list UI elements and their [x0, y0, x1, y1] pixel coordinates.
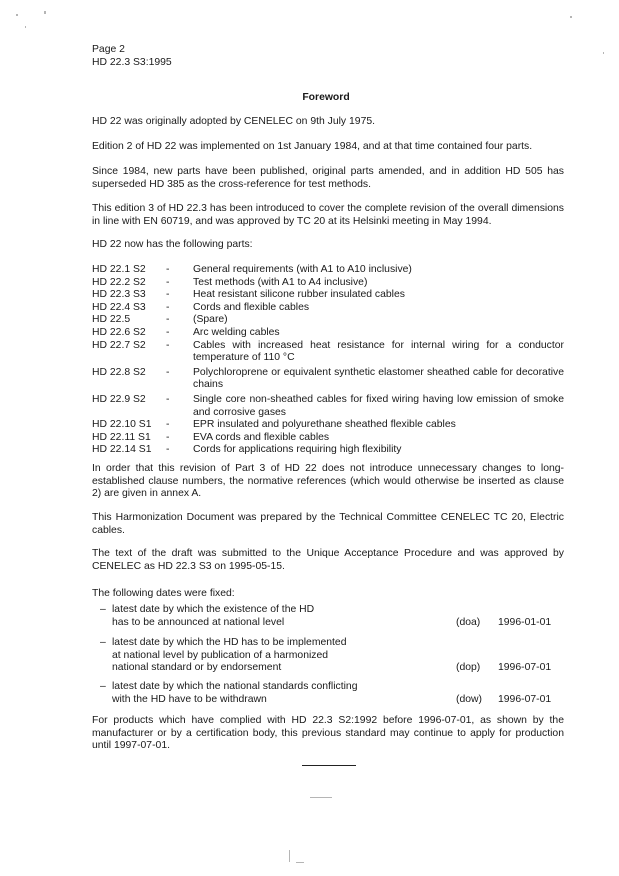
part-description: Single core non-sheathed cables for fixed wiring having low emission of smoke and corrosive gases [193, 393, 564, 418]
part-row [92, 289, 564, 302]
part-row [92, 444, 564, 457]
part-dash: - [166, 264, 170, 275]
parts-list [92, 264, 564, 457]
part-row [92, 277, 564, 290]
date-description-line: latest date by which the national standards conflicting [112, 681, 358, 692]
foreword-title: Foreword [302, 92, 350, 103]
part-dash: - [166, 444, 170, 456]
part-code: HD 22.8 S2 [92, 366, 146, 378]
scan-speck [289, 850, 290, 862]
part-description: Arc welding cables [193, 326, 280, 338]
paragraph-dates-intro: The following dates were fixed: [92, 588, 235, 599]
part-description: EVA cords and flexible cables [193, 431, 330, 443]
part-dash: - [166, 339, 170, 351]
scan-speck [44, 11, 46, 14]
scan-speck [296, 862, 304, 863]
part-dash: - [166, 431, 170, 443]
date-bullet: – [100, 604, 106, 615]
part-description: Cables with increased heat resistance for internal wiring for a conductor temperature of 110 °C [193, 339, 564, 364]
part-description: EPR insulated and polyurethane sheathed flexible cables [193, 419, 456, 431]
part-dash: - [166, 289, 170, 301]
date-value: 1996-01-01 [498, 616, 552, 628]
scan-speck [16, 14, 18, 16]
paragraph-edition-3: This edition 3 of HD 22.3 has been introduced to cover the complete revision of the overall dimensions in line with EN 60719, and was approved by TC 20 at its Helsinki meeting in May 1994. [92, 203, 564, 227]
date-description [112, 681, 456, 706]
paragraph-new-parts: Since 1984, new parts have been published, original parts amended, and in addition HD 505 has superseded HD 385 as the cross-reference for test methods. [92, 166, 564, 190]
date-code: (dop) [456, 662, 481, 674]
part-code: HD 22.11 S1 [92, 431, 151, 443]
scan-speck [25, 26, 26, 28]
date-row-dop [100, 637, 564, 675]
part-code: HD 22.14 S1 [92, 444, 152, 456]
date-code: (dow) [456, 693, 482, 705]
part-code: HD 22.7 S2 [92, 339, 146, 351]
date-description-line: has to be announced at national level [112, 616, 285, 628]
part-row [92, 340, 564, 365]
part-row [92, 327, 564, 340]
date-description-line: at national level by publication of a harmonized [112, 649, 329, 661]
part-dash: - [166, 326, 170, 338]
part-code: HD 22.1 S2 [92, 264, 146, 275]
part-code: HD 22.10 S1 [92, 419, 152, 431]
part-description: Cords for applications requiring high flexibility [193, 444, 402, 456]
date-description [112, 604, 456, 629]
part-row [92, 264, 564, 277]
part-row [92, 432, 564, 445]
page-header [92, 44, 172, 69]
part-row [92, 367, 564, 392]
paragraph-approval: The text of the draft was submitted to the Unique Acceptance Procedure and was approved by CENELEC as HD 22.3 S3 on 1995-05-15. [92, 548, 564, 572]
date-code: (doa) [456, 616, 481, 628]
part-code: HD 22.2 S2 [92, 276, 146, 288]
scan-speck [310, 797, 332, 798]
date-bullet: – [100, 637, 106, 648]
date-bullet: – [100, 681, 106, 692]
date-row-dow [100, 681, 564, 706]
part-dash: - [166, 366, 170, 378]
part-code: HD 22.6 S2 [92, 326, 146, 338]
part-dash: - [166, 301, 170, 313]
part-code: HD 22.4 S3 [92, 301, 146, 313]
paragraph-edition-2: Edition 2 of HD 22 was implemented on 1st January 1984, and at that time contained four parts. [92, 141, 533, 152]
part-dash: - [166, 419, 170, 431]
scan-speck [570, 16, 572, 18]
closing-rule [302, 765, 356, 766]
part-dash: - [166, 276, 170, 288]
date-description-line: latest date by which the HD has to be implemented [112, 637, 347, 648]
part-row [92, 419, 564, 432]
part-dash: - [166, 314, 170, 326]
paragraph-original-adoption: HD 22 was originally adopted by CENELEC on 9th July 1975. [92, 116, 376, 127]
part-row [92, 314, 564, 327]
date-value: 1996-07-01 [498, 693, 552, 705]
date-description-line: national standard or by endorsement [112, 662, 282, 674]
paragraph-transition: For products which have complied with HD 22.3 S2:1992 before 1996-07-01, as shown by the manufacturer or by a certification body, this previous standard may continue to apply for production until 1997-07-01. [92, 715, 564, 752]
date-value: 1996-07-01 [498, 662, 552, 674]
part-description: Cords and flexible cables [193, 301, 310, 313]
paragraph-parts-intro: HD 22 now has the following parts: [92, 239, 253, 250]
scan-speck [603, 52, 604, 54]
part-code: HD 22.5 [92, 314, 131, 326]
date-description [112, 637, 456, 675]
part-description: Test methods (with A1 to A4 inclusive) [193, 276, 368, 288]
part-row [92, 302, 564, 315]
date-description-line: latest date by which the existence of the HD [112, 604, 315, 615]
part-row [92, 394, 564, 419]
part-description: Heat resistant silicone rubber insulated cables [193, 289, 405, 301]
part-dash: - [166, 393, 170, 405]
part-code: HD 22.3 S3 [92, 289, 146, 301]
page-number: Page 2 [92, 44, 125, 55]
part-description: General requirements (with A1 to A10 inclusive) [193, 264, 412, 275]
part-description: Polychloroprene or equivalent synthetic elastomer sheathed cable for decorative chains [193, 366, 564, 391]
document-id: HD 22.3 S3:1995 [92, 56, 172, 68]
paragraph-normative-references: In order that this revision of Part 3 of HD 22 does not introduce unnecessary changes to long-established clause numbers, the normative references (which would otherwise be inserted as clause 2) are given in annex A. [92, 463, 564, 500]
paragraph-prepared-by: This Harmonization Document was prepared by the Technical Committee CENELEC TC 20, Electric cables. [92, 512, 564, 536]
part-description: (Spare) [193, 314, 228, 326]
date-row-doa [100, 604, 564, 629]
date-description-line: with the HD have to be withdrawn [112, 693, 267, 705]
part-code: HD 22.9 S2 [92, 393, 146, 405]
